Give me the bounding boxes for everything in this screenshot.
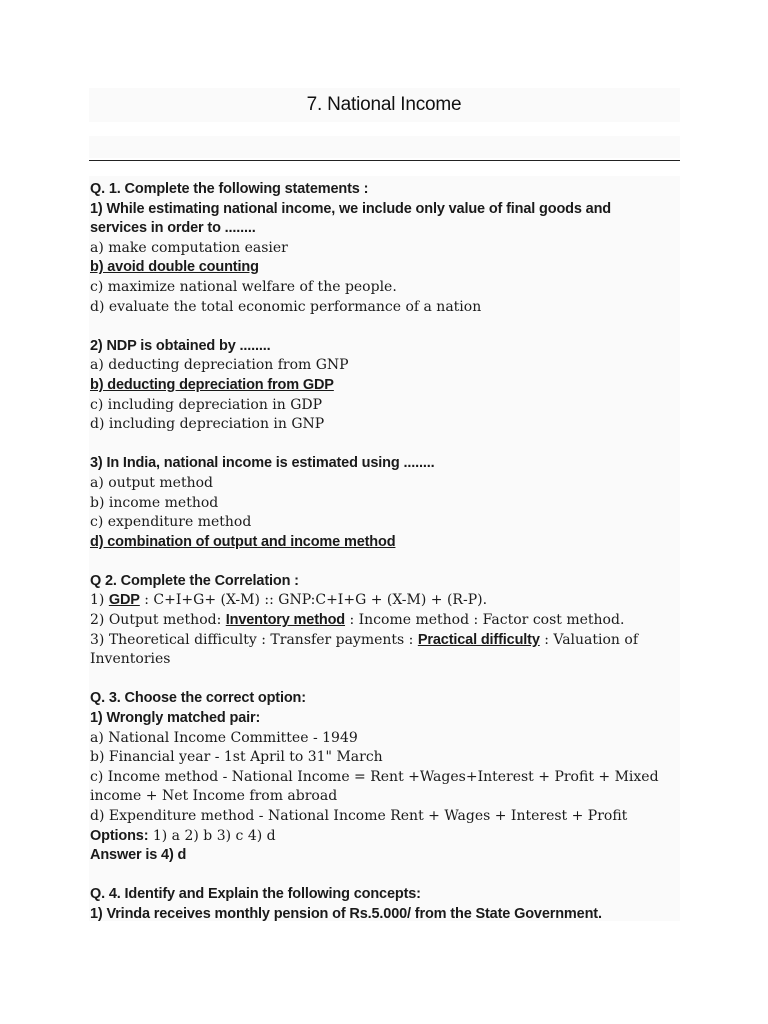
q3-options-values: 1) a 2) b 3) c 4) d <box>148 827 276 844</box>
page-title: 7. National Income <box>306 94 462 115</box>
q4-item1: 1) Vrinda receives monthly pension of Rs.5.000/ from the State Government. <box>90 905 602 922</box>
document-body <box>90 180 680 925</box>
horizontal-rule <box>89 160 680 161</box>
q1-item2-option-a: a) deducting depreciation from GNP <box>90 357 349 374</box>
q1-item1-option-c: c) maximize national welfare of the people. <box>90 278 397 295</box>
q3-option-d: d) Expenditure method - National Income Rent + Wages + Interest + Profit <box>90 808 628 824</box>
q2-line1-rest: : C+I+G+ (X-M) :: GNP:C+I+G + (X-M) + (R-P). <box>139 592 488 609</box>
q2-line2-answer: Inventory method <box>225 612 346 629</box>
q1-item2-stem: 2) NDP is obtained by ........ <box>90 337 271 354</box>
q1-item3-option-b: b) income method <box>90 494 219 511</box>
q1-item3-stem: 3) In India, national income is estimated using ........ <box>90 455 435 472</box>
q3-options-label: Options: <box>90 827 149 844</box>
q1-item2-option-c: c) including depreciation in GDP <box>90 396 323 413</box>
q2-line1-prefix: 1) <box>90 592 109 609</box>
q1-item1-option-d: d) evaluate the total economic performance of a nation <box>90 298 482 315</box>
q2-line2 <box>90 611 680 631</box>
q2-line1 <box>90 591 680 611</box>
q3-option-c-line2: income + Net Income from abroad <box>90 788 338 805</box>
q4-heading: Q. 4. Identify and Explain the following concepts: <box>90 886 421 903</box>
q2-line3-rest: : Valuation of <box>539 631 639 648</box>
q1-item2-option-b-answer: b) deducting depreciation from GDP <box>90 376 334 393</box>
q3-heading: Q. 3. Choose the correct option: <box>90 690 306 707</box>
q2-line3-prefix: 3) Theoretical difficulty : Transfer payments : <box>90 631 418 648</box>
q2-line2-rest: : Income method : Factor cost method. <box>345 612 625 629</box>
q1-item2-option-d: d) including depreciation in GNP <box>90 416 325 433</box>
q2-line1-answer: GDP <box>108 592 140 609</box>
q3-option-a: a) National Income Committee - 1949 <box>90 729 358 746</box>
q1-item1-option-b-answer: b) avoid double counting <box>90 259 259 276</box>
q3-subheading: 1) Wrongly matched pair: <box>90 710 261 727</box>
q2-line2-prefix: 2) Output method: <box>90 612 226 629</box>
q3-options-line <box>90 827 680 847</box>
q1-heading: Q. 1. Complete the following statements : <box>90 181 369 197</box>
q3-option-b: b) Financial year - 1st April to 31" March <box>90 749 383 766</box>
q3-option-c-line1: c) Income method - National Income = Rent +Wages+Interest + Profit + Mixed <box>90 768 659 785</box>
q3-answer: Answer is 4) d <box>90 847 187 864</box>
q1-item1-option-a: a) make computation easier <box>90 239 288 256</box>
q2-line3-continued: Inventories <box>90 651 171 668</box>
q1-item3-option-d-answer: d) combination of output and income method <box>90 533 396 550</box>
q1-item3-option-a: a) output method <box>90 474 213 491</box>
header-band <box>89 136 680 158</box>
q1-item1-stem-line1: 1) While estimating national income, we include only value of final goods and <box>90 200 611 217</box>
q2-line3 <box>90 631 680 651</box>
q2-heading: Q 2. Complete the Correlation : <box>90 572 299 589</box>
q2-line3-answer: Practical difficulty <box>417 631 540 648</box>
q1-item1-stem-line2: services in order to ........ <box>90 220 256 237</box>
q1-item3-option-c: c) expenditure method <box>90 514 252 531</box>
